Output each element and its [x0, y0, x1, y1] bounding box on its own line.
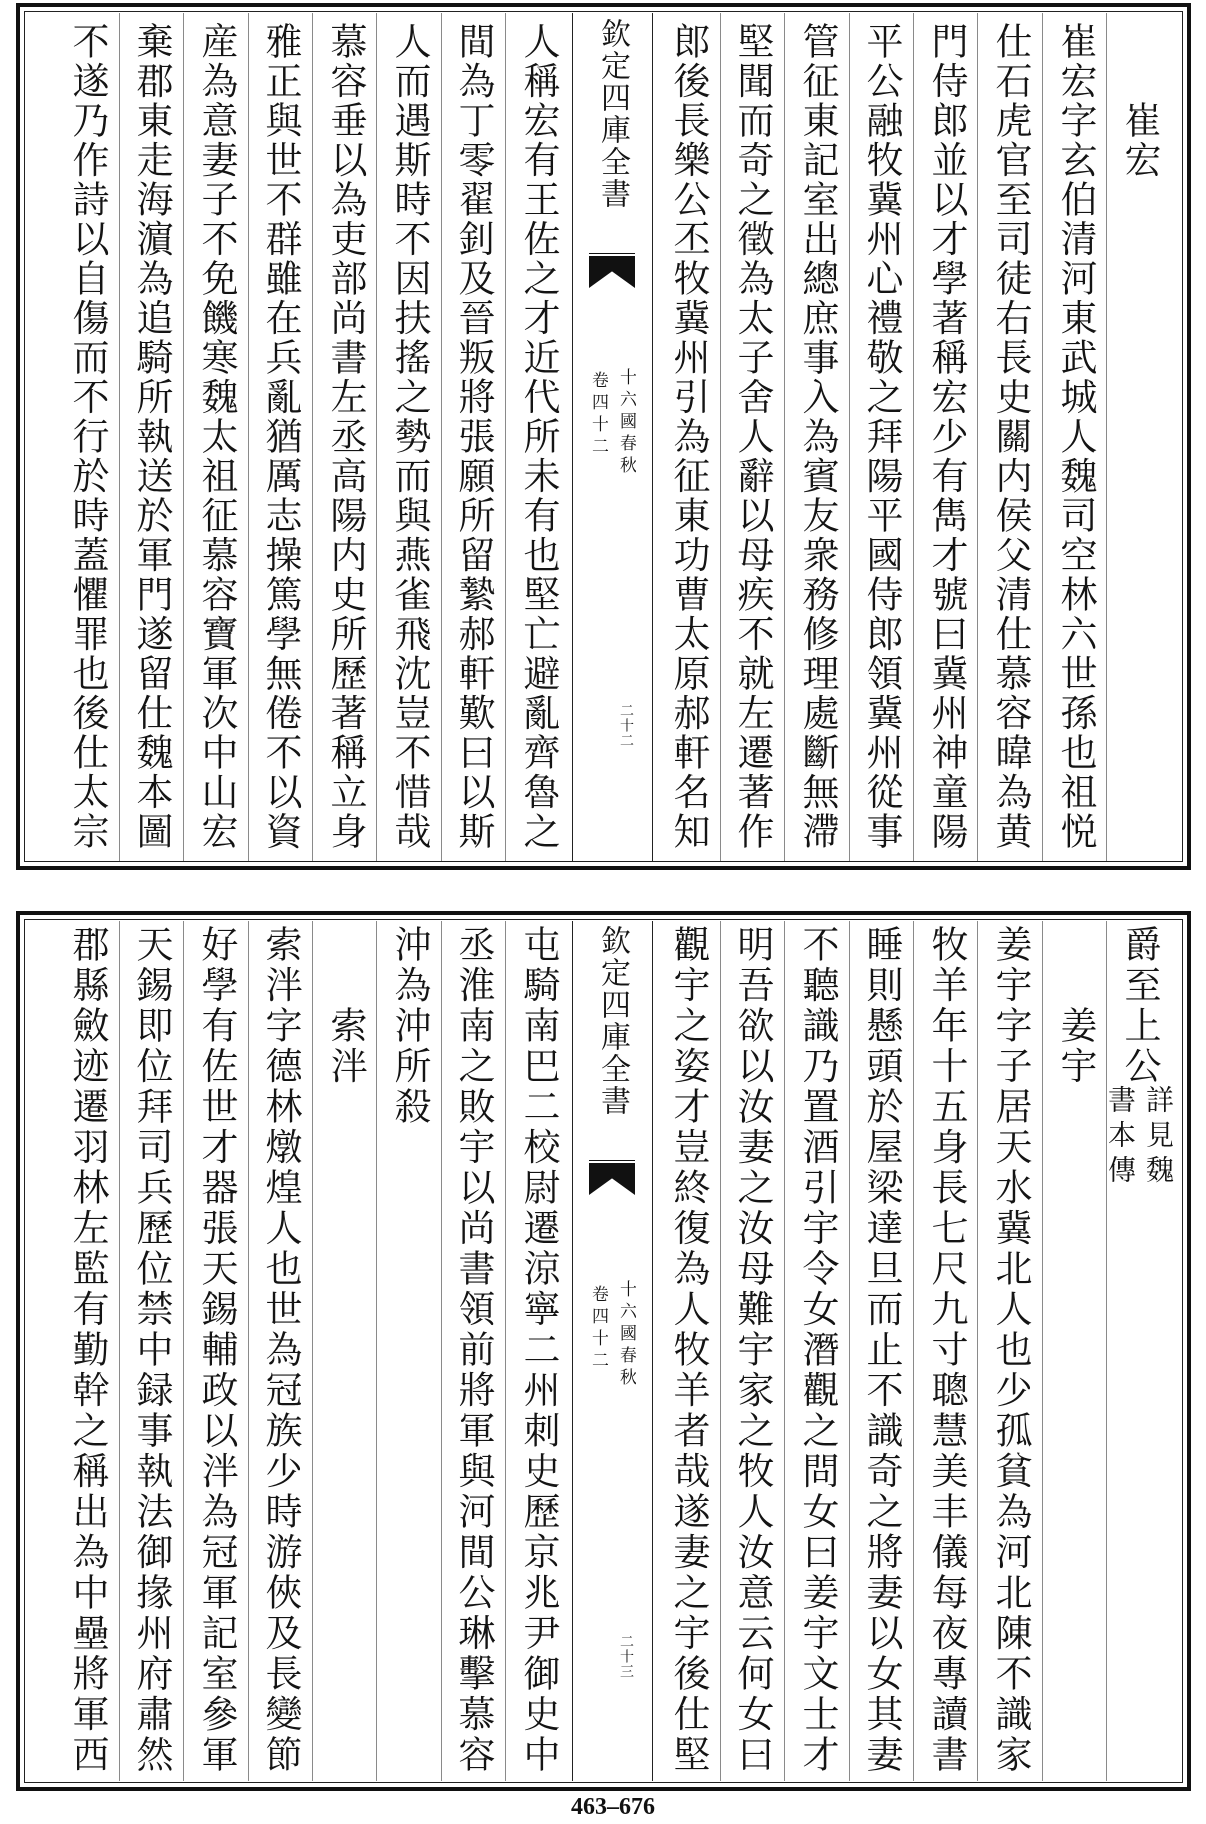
column-rule — [784, 13, 785, 861]
column-rule — [1106, 921, 1107, 1781]
annotation-note: 詳見魏 — [1142, 1085, 1175, 1190]
column-rule — [119, 13, 120, 861]
text-column: 索泮字德林燉煌人也世為冠族少時游俠及長變節 — [259, 925, 302, 1776]
column-rule — [505, 921, 506, 1781]
page-range-caption: 463–676 — [571, 1794, 655, 1820]
center-column-rule — [572, 921, 573, 1781]
text-column: 睡則懸頭於屋梁達旦而止不識奇之將妻以女其妻 — [860, 925, 903, 1776]
upper-page — [0, 3, 1206, 870]
text-column: 堅聞而奇之徵為太子舍人辭以母疾不就左遷著作 — [731, 22, 774, 852]
lower-page — [0, 911, 1206, 1791]
volume-label: 卷四十二 — [588, 371, 608, 459]
text-column: 慕容垂以為吏部尚書左丞高陽内史所歷著稱立身 — [324, 22, 367, 852]
center-column-rule — [652, 13, 653, 861]
work-title: 十六國春秋 — [616, 368, 636, 478]
column-rule — [913, 13, 914, 861]
text-column: 屯騎南巴二校尉遷涼寧二州刺史歷京兆尹御史中 — [517, 925, 560, 1776]
column-rule — [376, 921, 377, 1781]
text-column: 間為丁零翟釗及晉叛將張願所留縶郝軒歎曰以斯 — [452, 22, 495, 852]
text-column: 沖為沖所殺 — [388, 925, 431, 1128]
text-column: 明吾欲以汝妻之汝母難宇家之牧人汝意云何女曰 — [731, 925, 774, 1776]
column-rule — [1106, 13, 1107, 861]
column-rule — [977, 13, 978, 861]
text-column: 不聽識乃置酒引宇令女潛觀之問女曰姜宇文士才 — [796, 925, 839, 1776]
work-title: 十六國春秋 — [616, 1280, 636, 1390]
column-rule — [849, 921, 850, 1781]
column-rule — [1042, 13, 1043, 861]
fishtail-line — [589, 253, 635, 254]
text-column: 天錫即位拜司兵歷位禁中録事執法御掾州府肅然 — [130, 925, 173, 1776]
column-rule — [183, 13, 184, 861]
column-rule — [505, 13, 506, 861]
column-rule — [441, 13, 442, 861]
section-title: 索泮 — [324, 1006, 367, 1087]
text-column: 不遂乃作詩以自傷而不行於時蓋懼罪也後仕太宗 — [66, 22, 109, 852]
text-column: 仕石虎官至司徒右長史關内侯父清仕慕容暐為黄 — [989, 22, 1032, 852]
text-column: 人稱宏有王佐之才近代所未有也堅亡避亂齊魯之 — [517, 22, 560, 852]
text-column: 好學有佐世才器張天錫輔政以泮為冠軍記室參軍 — [195, 925, 238, 1776]
column-rule — [720, 921, 721, 1781]
column-rule — [720, 13, 721, 861]
page-number: 二十二 — [618, 703, 634, 748]
column-rule — [977, 921, 978, 1781]
text-column: 管征東記室出總庶事入為賓友衆務修理處斷無滯 — [796, 22, 839, 852]
fishtail-line — [589, 1160, 635, 1161]
text-column: 雅正與世不群雖在兵亂猶厲志操篤學無倦不以資 — [259, 22, 302, 852]
text-column: 門侍郎並以才學著稱宏少有雋才號曰冀州神童陽 — [925, 22, 968, 852]
text-column: 姜宇字子居天水冀北人也少孤貧為河北陳不識家 — [989, 925, 1032, 1776]
text-column: 牧羊年十五身長七尺九寸聰慧美丰儀每夜專讀書 — [925, 925, 968, 1776]
text-column: 産為意妻子不免饑寒魏太祖征慕容寶軍次中山宏 — [195, 22, 238, 852]
text-column: 郡縣斂迹遷羽林左監有勤幹之稱出為中壘將軍西 — [66, 925, 109, 1776]
column-rule — [784, 921, 785, 1781]
column-rule — [312, 13, 313, 861]
text-column: 爵至上公 — [1118, 925, 1161, 1087]
annotation-note: 書本傳 — [1104, 1085, 1137, 1190]
section-title: 姜宇 — [1054, 1006, 1097, 1087]
volume-label: 卷四十二 — [588, 1285, 608, 1373]
section-title: 崔宏 — [1118, 101, 1161, 180]
column-rule — [183, 921, 184, 1781]
column-rule — [849, 13, 850, 861]
column-rule — [913, 921, 914, 1781]
page-number: 二十三 — [618, 1634, 634, 1679]
column-rule — [441, 921, 442, 1781]
text-column: 郎後長樂公丕牧冀州引為征東功曹太原郝軒名知 — [667, 22, 710, 852]
center-column-rule — [652, 921, 653, 1781]
center-column-rule — [572, 13, 573, 861]
column-rule — [312, 921, 313, 1781]
column-rule — [119, 921, 120, 1781]
text-column: 棄郡東走海濵為追騎所執送於軍門遂留仕魏本圖 — [130, 22, 173, 852]
text-column: 觀宇之姿才豈終復為人牧羊者哉遂妻之宇後仕堅 — [667, 925, 710, 1776]
column-rule — [248, 13, 249, 861]
text-column: 丞淮南之敗宇以尚書領前將軍與河間公琳擊慕容 — [452, 925, 495, 1776]
text-column: 人而遇斯時不因扶搖之勢而與燕雀飛沈豈不惜哉 — [388, 22, 431, 852]
column-rule — [1042, 921, 1043, 1781]
column-rule — [248, 921, 249, 1781]
book-title: 欽定四庫全書 — [595, 18, 630, 210]
text-column: 平公融牧冀州心禮敬之拜陽平國侍郎領冀州從事 — [860, 22, 903, 852]
book-title: 欽定四庫全書 — [595, 925, 630, 1117]
column-rule — [376, 13, 377, 861]
text-column: 崔宏字玄伯清河東武城人魏司空林六世孫也祖悦 — [1054, 22, 1097, 852]
